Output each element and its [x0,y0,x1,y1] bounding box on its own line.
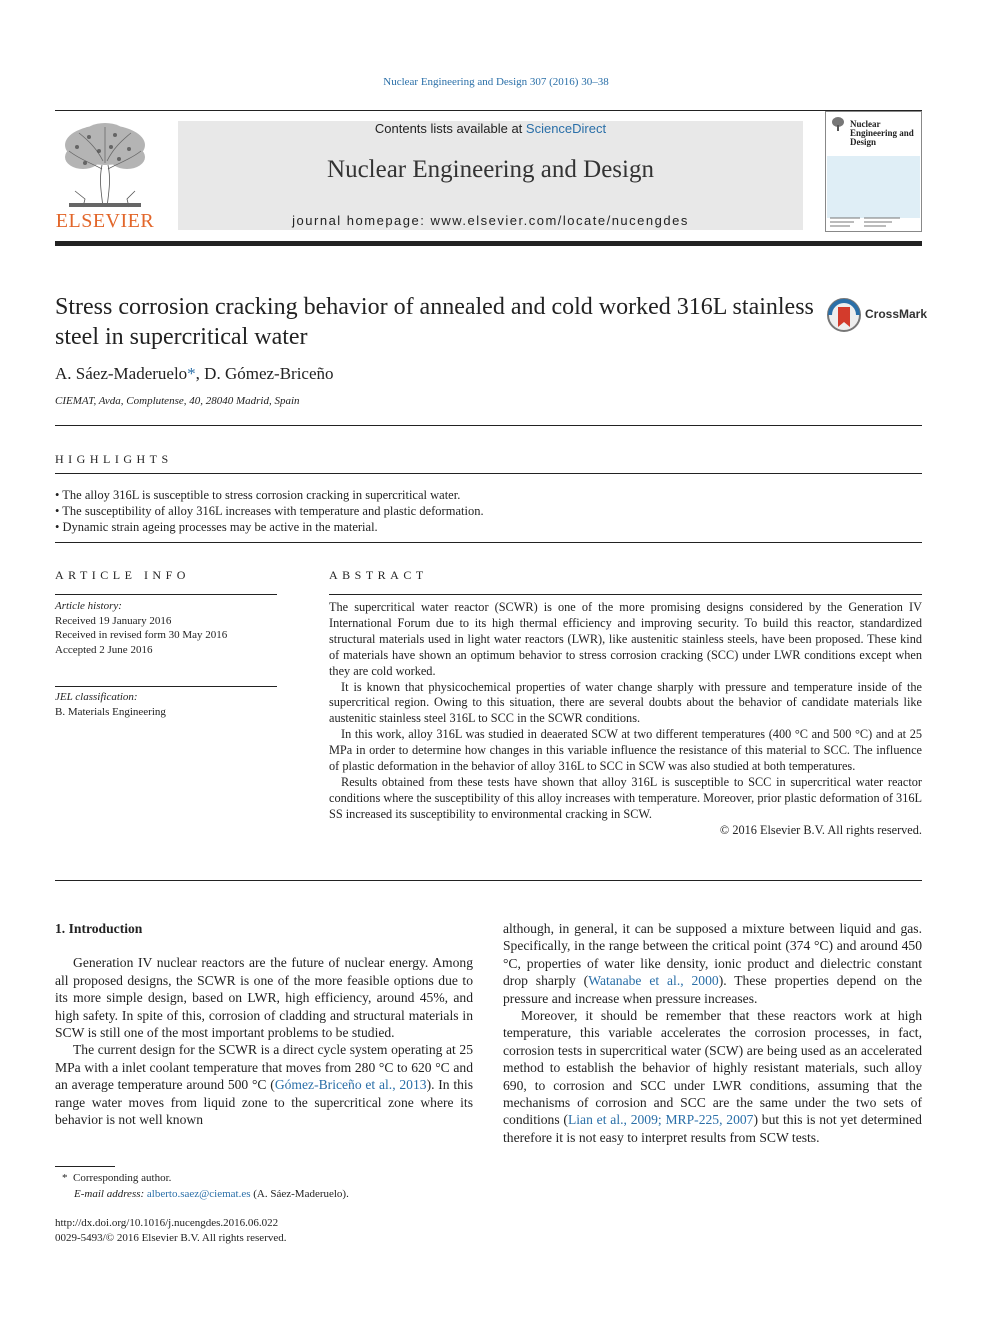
author-name: D. Gómez-Briceño [204,364,334,383]
jel-value: B. Materials Engineering [55,705,166,718]
homepage-url[interactable]: www.elsevier.com/locate/nucengdes [430,213,689,228]
journal-homepage: journal homepage: www.elsevier.com/locate/nucengdes [292,213,689,228]
body-paragraph: although, in general, it can be supposed a mixture between liquid and gas. Specifically, in the range between the critical point (374 °C) and around 450 °C, properties of water like density, ionic product and dielectric constant drop sharply (Watanabe et al., 2000). These properties depend on the pressure and increase when pressure increases. [503,921,922,1006]
article-info-rule [55,594,277,595]
affiliation: CIEMAT, Avda, Complutense, 40, 28040 Madrid, Spain [55,395,300,407]
crossmark-label[interactable]: CrossMark [865,307,928,321]
jel-label: JEL classification: [55,691,138,703]
list-item: • The alloy 316L is susceptible to stress corrosion cracking in supercritical water. [55,488,461,502]
abstract-body [329,600,922,839]
citation-link[interactable]: Watanabe et al., 2000 [588,973,719,989]
abstract-paragraph: The supercritical water reactor (SCWR) is one of the more promising designs considered by the Generation IV International Forum due to its high thermal efficiency and improving security. To build this reactor, standardized structural materials used in light water reactors (LWR), like austenitic stainless steels, have been proposed. These kind of materials have shown an optimum behavior to stress corrosion cracking (SCC) under LWR conditions except when they are cold worked. [329,600,922,678]
received-date: Received 19 January 2016 [55,614,172,627]
elsevier-tree-logo [55,121,155,209]
highlights-rule [55,473,922,474]
citation-link[interactable]: Gómez-Briceño et al., 2013 [274,1077,427,1093]
email-link[interactable]: alberto.saez@ciemat.es [146,1188,251,1200]
corresponding-author-note: * Corresponding author. [62,1172,172,1184]
abstract-paragraph: In this work, alloy 316L was studied in deaerated SCW at two different temperatures (400 °C and 500 °C) and at 25 MPa in order to determine how changes in this variable influence the resistance of this material to SCC. The influence of plastic deformation in the behavior of alloy 316L to SCC in SCW was also studied at both temperatures. [329,727,922,774]
body-paragraph: Generation IV nuclear reactors are the future of nuclear energy. Among all proposed designs, the SCWR is one of the more feasible options due to its more simple design, based on LWR, high efficiency, around 45%, and high safety. In spite of this, corrosion of cladding and structural materials in SCW is still one of the most important problems to be studied. [55,955,473,1041]
introduction-heading: 1. Introduction [55,921,143,936]
article-info-heading: ARTICLE INFO [55,568,190,582]
journal-citation-link[interactable]: Nuclear Engineering and Design 307 (2016) 30–38 [383,76,609,88]
citation-link[interactable]: Lian et al., 2009; MRP-225, 2007 [567,1112,754,1128]
author-list: A. Sáez-Maderuelo*, D. Gómez-Briceño [55,364,334,383]
abstract-heading: ABSTRACT [329,568,428,582]
article-title: Stress corrosion cracking behavior of annealed and cold worked 316L stainless steel in supercritical water [55,294,814,350]
cover-footer-lines [830,216,918,228]
contents-line: Contents lists available at ScienceDirect [374,121,607,136]
abstract-rule [329,594,922,595]
sciencedirect-link[interactable]: ScienceDirect [525,121,607,136]
cover-tree-icon [830,116,846,132]
journal-cover-thumbnail [825,111,922,232]
footnote-mark: * [62,1172,68,1184]
abstract-copyright: © 2016 Elsevier B.V. All rights reserved. [719,822,922,837]
journal-title: Nuclear Engineering and Design [327,156,654,183]
section-rule [55,425,922,426]
crossmark-icon[interactable] [826,297,862,333]
article-info-rule [55,686,277,687]
doi-link[interactable]: http://dx.doi.org/10.1016/j.nucengdes.2016.06.022 [55,1217,279,1229]
corresponding-author-mark[interactable]: * [187,364,196,383]
accepted-date: Accepted 2 June 2016 [55,643,153,656]
section-rule [55,542,922,543]
body-paragraph: The current design for the SCWR is a direct cycle system operating at 25 MPa with a inlet coolant temperature that moves from 280 °C to 620 °C and an average temperature around 500 °C (Gómez-Briceño et al., 2013). In this range water moves from liquid zone to the supercritical zone where its behavior is not well known [55,1042,473,1128]
body-column-left [55,920,473,1128]
issn-copyright: 0029-5493/© 2016 Elsevier B.V. All rights reserved. [55,1232,287,1244]
header-top-rule [55,110,922,111]
revised-date: Received in revised form 30 May 2016 [55,629,228,641]
footnote-rule [55,1166,115,1167]
list-item: • The susceptibility of alloy 316L increases with temperature and plastic deformation. [55,504,484,518]
history-label: Article history: [55,600,122,612]
jel-classification [55,690,166,719]
section-rule [55,880,922,881]
list-item: • Dynamic strain ageing processes may be active in the material. [55,520,378,534]
abstract-paragraph: It is known that physicochemical properties of water change sharply with pressure and temperature inside of the supercritical region. Owing to this situation, there are several doubts about the behavior of candidate materials like austenitic stainless steel 316L to SCC in the SCWR conditions. [329,679,922,726]
email-note: E-mail address: alberto.saez@ciemat.es (A. Sáez-Maderuelo). [74,1188,349,1200]
highlights-list [55,487,484,535]
cover-band [827,156,920,218]
abstract-paragraph: Results obtained from these tests have shown that alloy 316L is susceptible to SCC in supercritical water reactor conditions where the susceptibility of this alloy increases with temperature. Moreover, prior plastic deformation of 316L SS increased its susceptibility to environmental cracking in SCW. [329,774,922,821]
header-bottom-rule [55,241,922,246]
body-column-right [503,920,922,1146]
cover-title: Nuclear Engineering and Design [850,119,914,147]
highlights-heading: HIGHLIGHTS [55,452,173,466]
elsevier-wordmark: ELSEVIER [55,210,155,232]
body-paragraph: Moreover, it should be remember that these reactors work at high temperature, this variable accelerates the corrosion processes, in fact, corrosion tests in supercritical water (SCW) are being used as an accelerated method to establish the behavior of highly resistant materials, such alloy 690, to corrosion and SCC under LWR conditions, assuming that the mechanisms of corrosion and SCC are the same under the two sets of conditions (Lian et al., 2009; MRP-225, 2007) but this is not yet determined therefore it is not easy to interpret results from SCW tests. [503,1008,922,1145]
article-history [55,599,227,657]
author-name: A. Sáez-Maderuelo [55,364,188,383]
